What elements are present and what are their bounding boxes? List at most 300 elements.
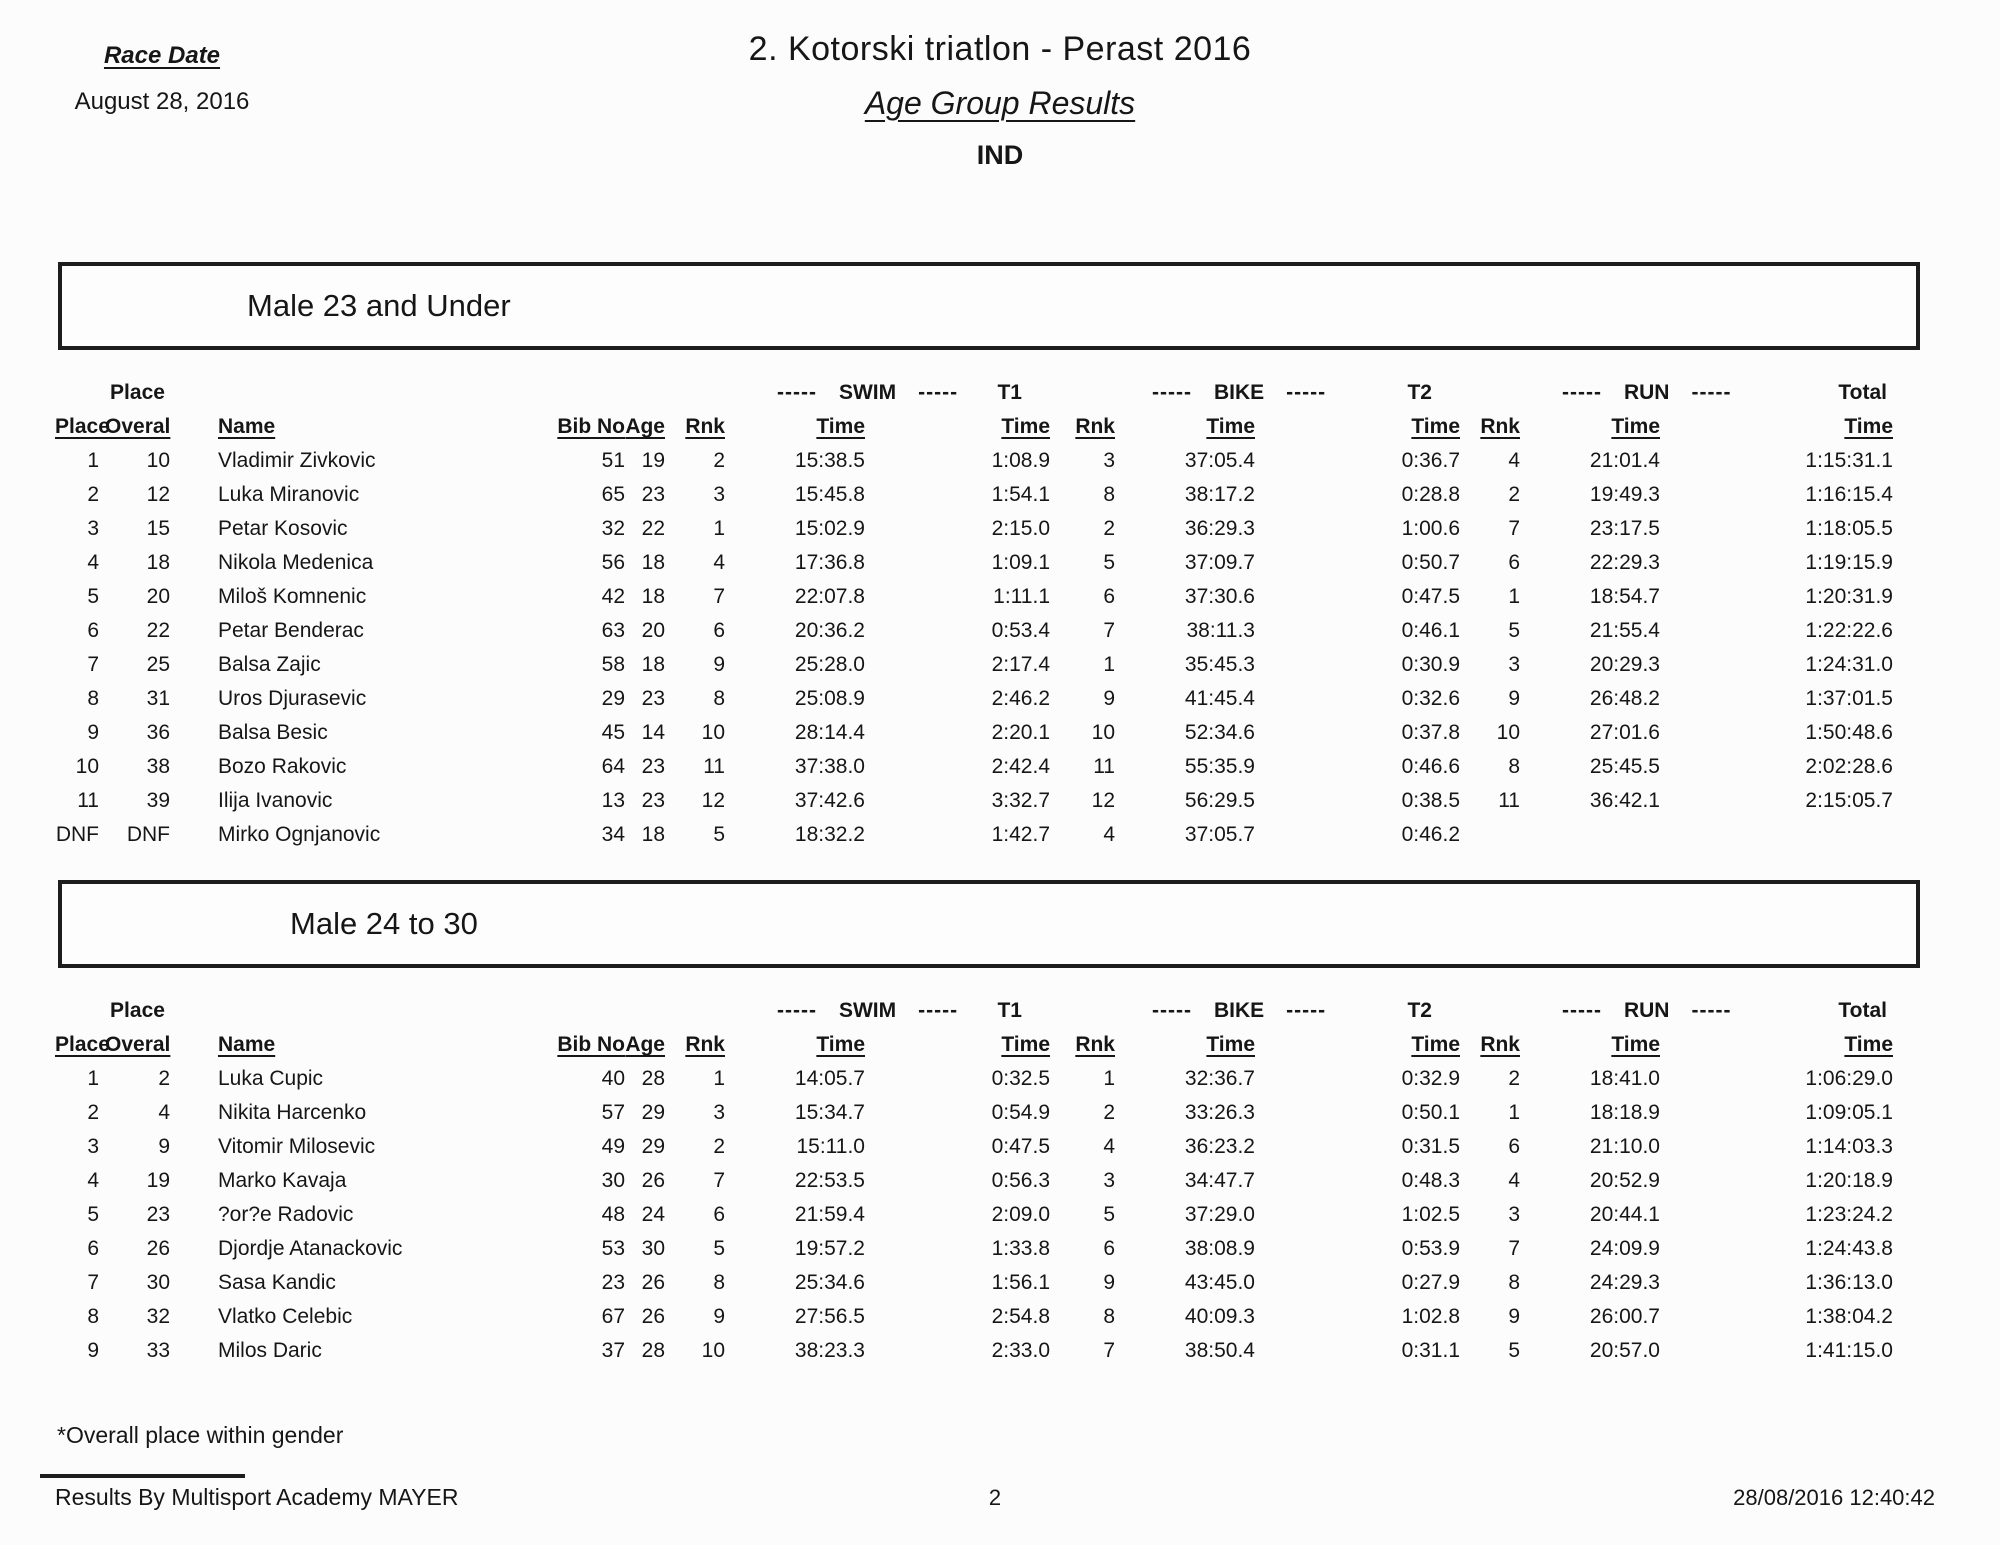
bib-no-cell: 34 <box>601 823 625 846</box>
dash-decoration: ----- <box>918 999 959 1022</box>
t1-time-column-header: Time <box>1001 415 1050 438</box>
athlete-name-cell: Djordje Atanackovic <box>218 1237 403 1260</box>
overall-place-cell: 36 <box>146 721 170 744</box>
place-cell: DNF <box>55 823 99 846</box>
run-time-column-header: Time <box>1611 1033 1660 1056</box>
t2-time-cell: 0:32.6 <box>1401 687 1460 710</box>
result-row <box>55 648 1935 682</box>
run-rank-cell: 2 <box>1508 483 1520 506</box>
overall-place-cell: 31 <box>146 687 170 710</box>
age-cell: 18 <box>641 585 665 608</box>
bike-rank-cell: 6 <box>1103 585 1115 608</box>
bike-rank-cell: 10 <box>1091 721 1115 744</box>
dash-decoration: ----- <box>1152 381 1192 404</box>
result-row <box>55 1198 1935 1232</box>
group-title: Male 24 to 30 <box>290 906 478 941</box>
t1-time-cell: 1:42.7 <box>991 823 1050 846</box>
bike-time-cell: 36:23.2 <box>1184 1135 1255 1158</box>
dash-decoration: ----- <box>918 381 959 404</box>
athlete-name-cell: Luka Cupic <box>218 1067 324 1090</box>
t2-time-cell: 0:37.8 <box>1401 721 1460 744</box>
place-cell: 10 <box>75 755 99 778</box>
group-title-box <box>58 880 1920 968</box>
bike-rank-cell: 8 <box>1103 1305 1115 1328</box>
total-time-column-header: Time <box>1844 415 1893 438</box>
t2-time-cell: 0:50.7 <box>1401 551 1460 574</box>
swim-time-cell: 22:53.5 <box>794 1169 865 1192</box>
overall-place-cell: 15 <box>146 517 170 540</box>
overall-place-cell: 38 <box>146 755 170 778</box>
swim-time-cell: 25:28.0 <box>794 653 865 676</box>
bike-time-cell: 32:36.7 <box>1184 1067 1255 1090</box>
swim-rank-cell: 11 <box>703 755 725 778</box>
run-time-cell: 18:41.0 <box>1589 1067 1660 1090</box>
bib-no-cell: 49 <box>601 1135 625 1158</box>
bike-time-cell: 40:09.3 <box>1184 1305 1255 1328</box>
t2-time-column-header: Time <box>1411 415 1460 438</box>
bike-time-column-header: Time <box>1206 1033 1255 1056</box>
bike-rank-column-header: Rnk <box>1075 415 1115 438</box>
run-rank-cell <box>1460 818 1530 852</box>
run-group-header <box>1460 376 1732 410</box>
run-time-cell: 27:01.6 <box>1589 721 1660 744</box>
bike-time-cell: 41:45.4 <box>1184 687 1255 710</box>
t2-time-cell: 0:48.3 <box>1401 1169 1460 1192</box>
t2-time-cell: 0:36.7 <box>1401 449 1460 472</box>
bike-rank-cell: 3 <box>1103 1169 1115 1192</box>
run-time-cell: 18:54.7 <box>1589 585 1660 608</box>
page-title: 2. Kotorski triatlon - Perast 2016 <box>748 30 1252 68</box>
bike-rank-cell: 2 <box>1103 1101 1115 1124</box>
t1-time-cell: 0:47.5 <box>991 1135 1050 1158</box>
run-time-cell: 25:45.5 <box>1589 755 1660 778</box>
run-time-cell: 36:42.1 <box>1589 789 1660 812</box>
run-rank-cell: 3 <box>1508 653 1520 676</box>
swim-time-cell: 25:34.6 <box>794 1271 865 1294</box>
run-group-label: RUN <box>1623 381 1670 404</box>
t1-time-cell: 0:53.4 <box>991 619 1050 642</box>
run-rank-cell: 1 <box>1508 1101 1520 1124</box>
bike-rank-cell: 4 <box>1103 823 1115 846</box>
dash-decoration: ----- <box>777 999 817 1022</box>
swim-time-cell: 20:36.2 <box>794 619 865 642</box>
place-cell: 8 <box>87 687 99 710</box>
bib-no-cell: 23 <box>601 1271 625 1294</box>
t1-group-header: T1 <box>997 999 1022 1022</box>
t2-time-cell: 0:32.9 <box>1401 1067 1460 1090</box>
total-time-cell: 2:02:28.6 <box>1805 755 1893 778</box>
run-time-cell: 22:29.3 <box>1589 551 1660 574</box>
place-cell: 2 <box>87 1101 99 1124</box>
run-time-cell: 20:57.0 <box>1589 1339 1660 1362</box>
place-cell: 5 <box>87 585 99 608</box>
bike-rank-cell: 11 <box>1093 755 1115 778</box>
page-subtitle: Age Group Results <box>864 85 1136 121</box>
swim-group-label: SWIM <box>838 999 897 1022</box>
age-cell: 28 <box>641 1067 665 1090</box>
results-table-body <box>55 1062 1935 1368</box>
swim-time-cell: 15:02.9 <box>794 517 865 540</box>
place-cell: 4 <box>87 551 99 574</box>
t1-group-header: T1 <box>997 381 1022 404</box>
group-title: Male 23 and Under <box>247 288 511 323</box>
bike-time-cell: 38:17.2 <box>1184 483 1255 506</box>
place-cell: 1 <box>87 449 99 472</box>
overall-place-cell: 19 <box>146 1169 170 1192</box>
athlete-name-cell: Sasa Kandic <box>218 1271 336 1294</box>
column-group-header-row <box>55 994 1935 1028</box>
total-group-header: Total <box>1838 999 1887 1022</box>
bike-time-cell: 37:05.7 <box>1184 823 1255 846</box>
total-time-column-header: Time <box>1844 1033 1893 1056</box>
place-column-header: Place <box>55 415 110 438</box>
run-rank-cell: 5 <box>1508 619 1520 642</box>
swim-rank-column-header: Rnk <box>685 1033 725 1056</box>
bike-time-cell: 38:08.9 <box>1184 1237 1255 1260</box>
run-rank-column-header: Rnk <box>1480 415 1520 438</box>
bib-no-cell: 63 <box>601 619 625 642</box>
athlete-name-cell: Ilija Ivanovic <box>218 789 333 812</box>
run-time-cell: 23:17.5 <box>1589 517 1660 540</box>
run-rank-column-header: Rnk <box>1480 1033 1520 1056</box>
run-rank-cell: 4 <box>1508 449 1520 472</box>
result-row <box>55 784 1935 818</box>
bike-rank-cell: 9 <box>1103 1271 1115 1294</box>
age-cell: 20 <box>641 619 665 642</box>
bike-time-cell: 33:26.3 <box>1184 1101 1255 1124</box>
athlete-name-cell: Luka Miranovic <box>218 483 360 506</box>
total-time-cell: 1:36:13.0 <box>1805 1271 1893 1294</box>
dash-decoration: ----- <box>1691 381 1732 404</box>
run-rank-cell: 7 <box>1508 1237 1520 1260</box>
total-time-cell: 1:41:15.0 <box>1805 1339 1893 1362</box>
bib-column-header: Bib No <box>557 415 625 438</box>
t2-time-cell: 0:46.1 <box>1401 619 1460 642</box>
total-time-cell: 1:37:01.5 <box>1805 687 1893 710</box>
bib-no-cell: 40 <box>601 1067 625 1090</box>
bib-no-cell: 65 <box>601 483 625 506</box>
athlete-name-cell: Nikola Medenica <box>218 551 374 574</box>
place-column-header: Place <box>55 1033 110 1056</box>
results-table-body <box>55 444 1935 852</box>
athlete-name-cell: Balsa Zajic <box>218 653 321 676</box>
run-rank-cell: 11 <box>1498 789 1520 812</box>
result-row <box>55 750 1935 784</box>
overall-place-cell: 20 <box>146 585 170 608</box>
age-cell: 26 <box>641 1271 665 1294</box>
t1-time-cell: 0:56.3 <box>991 1169 1050 1192</box>
place-cell: 3 <box>87 517 99 540</box>
t2-time-cell: 1:02.8 <box>1401 1305 1460 1328</box>
bike-group-label: BIKE <box>1213 381 1265 404</box>
run-time-cell: 20:52.9 <box>1589 1169 1660 1192</box>
swim-rank-cell: 3 <box>713 483 725 506</box>
bib-no-cell: 51 <box>601 449 625 472</box>
swim-rank-cell: 5 <box>713 823 725 846</box>
swim-rank-cell: 10 <box>701 1339 725 1362</box>
bike-rank-cell: 6 <box>1103 1237 1115 1260</box>
bib-no-cell: 29 <box>601 687 625 710</box>
run-group-header <box>1460 994 1732 1028</box>
run-rank-cell: 4 <box>1508 1169 1520 1192</box>
place-cell: 5 <box>87 1203 99 1226</box>
total-time-cell: 1:19:15.9 <box>1805 551 1893 574</box>
swim-rank-cell: 7 <box>713 1169 725 1192</box>
total-time-cell <box>1660 818 1935 852</box>
result-row <box>55 546 1935 580</box>
age-cell: 18 <box>641 551 665 574</box>
swim-time-cell: 37:42.6 <box>794 789 865 812</box>
run-time-cell: 18:18.9 <box>1589 1101 1660 1124</box>
group-title-box <box>58 262 1920 350</box>
t1-time-cell: 2:46.2 <box>991 687 1050 710</box>
bike-time-cell: 37:30.6 <box>1184 585 1255 608</box>
bib-no-cell: 56 <box>601 551 625 574</box>
result-row <box>55 1300 1935 1334</box>
t1-time-cell: 2:42.4 <box>991 755 1050 778</box>
place-cell: 9 <box>87 1339 99 1362</box>
athlete-name-cell: Vlatko Celebic <box>218 1305 353 1328</box>
bike-rank-column-header: Rnk <box>1075 1033 1115 1056</box>
swim-time-cell: 22:07.8 <box>794 585 865 608</box>
total-time-cell: 1:06:29.0 <box>1805 1067 1893 1090</box>
age-cell: 18 <box>641 823 665 846</box>
bike-rank-cell: 5 <box>1103 551 1115 574</box>
t1-time-cell: 2:54.8 <box>991 1305 1050 1328</box>
t2-time-cell: 0:46.6 <box>1401 755 1460 778</box>
swim-time-cell: 17:36.8 <box>794 551 865 574</box>
bike-time-cell: 35:45.3 <box>1184 653 1255 676</box>
result-row <box>55 1062 1935 1096</box>
run-rank-cell: 8 <box>1508 1271 1520 1294</box>
footer-divider <box>40 1474 245 1478</box>
swim-rank-cell: 6 <box>713 1203 725 1226</box>
swim-rank-cell: 3 <box>713 1101 725 1124</box>
result-row <box>55 1266 1935 1300</box>
overall-place-cell: 12 <box>146 483 170 506</box>
column-header-row <box>55 1028 1935 1062</box>
dash-decoration: ----- <box>777 381 817 404</box>
footer-credit: Results By Multisport Academy MAYER <box>55 1484 459 1510</box>
swim-time-cell: 19:57.2 <box>794 1237 865 1260</box>
results-content <box>55 262 1935 1449</box>
result-row <box>55 1232 1935 1266</box>
overall-place-cell: 33 <box>146 1339 170 1362</box>
overall-place-cell: 39 <box>146 789 170 812</box>
age-cell: 26 <box>641 1169 665 1192</box>
dash-decoration: ----- <box>1691 999 1732 1022</box>
swim-rank-cell: 8 <box>713 687 725 710</box>
run-time-cell: 21:55.4 <box>1589 619 1660 642</box>
swim-rank-cell: 8 <box>713 1271 725 1294</box>
overall-place-cell: 23 <box>146 1203 170 1226</box>
bib-no-cell: 57 <box>601 1101 625 1124</box>
run-rank-cell: 5 <box>1508 1339 1520 1362</box>
result-row <box>55 1096 1935 1130</box>
swim-rank-cell: 2 <box>713 1135 725 1158</box>
run-time-cell: 26:00.7 <box>1589 1305 1660 1328</box>
bike-time-cell: 36:29.3 <box>1184 517 1255 540</box>
t2-time-cell: 0:31.1 <box>1401 1339 1460 1362</box>
place-cell: 1 <box>87 1067 99 1090</box>
age-cell: 29 <box>641 1135 665 1158</box>
swim-time-cell: 28:14.4 <box>794 721 865 744</box>
title-block <box>0 30 2000 171</box>
overall-column-header: Overal <box>105 1033 171 1056</box>
bike-rank-cell: 5 <box>1103 1203 1115 1226</box>
dash-decoration: ----- <box>1562 999 1602 1022</box>
run-time-cell: 21:01.4 <box>1589 449 1660 472</box>
page-number: 2 <box>988 1485 1002 1510</box>
swim-time-cell: 25:08.9 <box>794 687 865 710</box>
age-cell: 29 <box>641 1101 665 1124</box>
age-cell: 23 <box>641 483 665 506</box>
swim-rank-cell: 6 <box>713 619 725 642</box>
t2-time-cell: 0:30.9 <box>1401 653 1460 676</box>
bike-group-label: BIKE <box>1213 999 1265 1022</box>
swim-time-column-header: Time <box>816 415 865 438</box>
total-time-cell: 1:15:31.1 <box>1805 449 1893 472</box>
t2-time-cell: 0:27.9 <box>1401 1271 1460 1294</box>
run-rank-cell: 1 <box>1508 585 1520 608</box>
age-cell: 30 <box>641 1237 665 1260</box>
dash-decoration: ----- <box>1286 999 1327 1022</box>
swim-rank-cell: 10 <box>701 721 725 744</box>
column-header-row <box>55 410 1935 444</box>
overall-place-cell: DNF <box>126 823 170 846</box>
dash-decoration: ----- <box>1286 381 1327 404</box>
bike-time-cell: 34:47.7 <box>1184 1169 1255 1192</box>
run-time-column-header: Time <box>1611 415 1660 438</box>
swim-time-cell: 15:11.0 <box>796 1135 865 1158</box>
t1-time-cell: 2:17.4 <box>991 653 1050 676</box>
age-cell: 14 <box>641 721 665 744</box>
swim-time-cell: 21:59.4 <box>794 1203 865 1226</box>
run-time-cell: 24:09.9 <box>1589 1237 1660 1260</box>
bike-time-cell: 43:45.0 <box>1184 1271 1255 1294</box>
swim-time-column-header: Time <box>816 1033 865 1056</box>
age-cell: 18 <box>641 653 665 676</box>
place-cell: 9 <box>87 721 99 744</box>
athlete-name-cell: Petar Kosovic <box>218 517 348 540</box>
total-group-header: Total <box>1838 381 1887 404</box>
bib-no-cell: 30 <box>601 1169 625 1192</box>
result-row <box>55 444 1935 478</box>
t1-time-cell: 0:32.5 <box>991 1067 1050 1090</box>
bike-time-cell: 37:09.7 <box>1184 551 1255 574</box>
bike-rank-cell: 12 <box>1091 789 1115 812</box>
results-table <box>55 994 1935 1368</box>
bike-group-header <box>1050 376 1327 410</box>
bike-time-cell: 55:35.9 <box>1184 755 1255 778</box>
bike-time-column-header: Time <box>1206 415 1255 438</box>
total-time-cell: 1:20:18.9 <box>1805 1169 1893 1192</box>
athlete-name-cell: Mirko Ognjanovic <box>218 823 381 846</box>
place-group-header: Place <box>110 381 165 404</box>
swim-rank-cell: 9 <box>713 653 725 676</box>
t2-time-cell: 0:38.5 <box>1401 789 1460 812</box>
t1-time-cell: 1:56.1 <box>991 1271 1050 1294</box>
result-row <box>55 1164 1935 1198</box>
swim-time-cell: 37:38.0 <box>794 755 865 778</box>
total-time-cell: 1:38:04.2 <box>1805 1305 1893 1328</box>
swim-time-cell: 38:23.3 <box>794 1339 865 1362</box>
swim-rank-cell: 5 <box>713 1237 725 1260</box>
result-row <box>55 614 1935 648</box>
athlete-name-cell: Bozo Rakovic <box>218 755 347 778</box>
overall-place-cell: 18 <box>146 551 170 574</box>
total-time-cell: 1:09:05.1 <box>1805 1101 1893 1124</box>
bike-rank-cell: 8 <box>1103 483 1115 506</box>
bib-no-cell: 13 <box>601 789 625 812</box>
swim-rank-cell: 1 <box>713 1067 725 1090</box>
dash-decoration: ----- <box>1152 999 1192 1022</box>
t1-time-cell: 0:54.9 <box>991 1101 1050 1124</box>
athlete-name-cell: Petar Benderac <box>218 619 364 642</box>
age-cell: 26 <box>641 1305 665 1328</box>
run-time-cell: 19:49.3 <box>1589 483 1660 506</box>
bike-time-cell: 38:11.3 <box>1186 619 1255 642</box>
athlete-name-cell: Milos Daric <box>218 1339 322 1362</box>
bike-rank-cell: 3 <box>1103 449 1115 472</box>
bib-no-cell: 32 <box>601 517 625 540</box>
t2-group-header: T2 <box>1407 381 1432 404</box>
swim-rank-cell: 9 <box>713 1305 725 1328</box>
total-time-cell: 1:14:03.3 <box>1805 1135 1893 1158</box>
t1-time-cell: 1:54.1 <box>991 483 1050 506</box>
bib-no-cell: 64 <box>601 755 625 778</box>
dash-decoration: ----- <box>1562 381 1602 404</box>
bib-no-cell: 67 <box>601 1305 625 1328</box>
swim-group-header <box>675 994 959 1028</box>
overall-place-cell: 2 <box>158 1067 170 1090</box>
overall-place-cell: 26 <box>146 1237 170 1260</box>
age-cell: 23 <box>641 687 665 710</box>
age-cell: 28 <box>641 1339 665 1362</box>
t1-time-cell: 1:11.1 <box>993 585 1050 608</box>
bike-rank-cell: 7 <box>1103 619 1115 642</box>
t2-time-cell: 0:28.8 <box>1401 483 1460 506</box>
t1-time-cell: 3:32.7 <box>991 789 1050 812</box>
result-row <box>55 818 1935 852</box>
swim-time-cell: 14:05.7 <box>794 1067 865 1090</box>
t2-time-cell: 1:02.5 <box>1401 1203 1460 1226</box>
bib-no-cell: 45 <box>601 721 625 744</box>
swim-rank-cell: 4 <box>713 551 725 574</box>
total-time-cell: 1:24:43.8 <box>1805 1237 1893 1260</box>
bike-rank-cell: 9 <box>1103 687 1115 710</box>
run-rank-cell: 7 <box>1508 517 1520 540</box>
overall-place-cell: 22 <box>146 619 170 642</box>
age-cell: 23 <box>641 755 665 778</box>
run-rank-cell: 6 <box>1508 551 1520 574</box>
age-column-header: Age <box>625 415 665 438</box>
result-row <box>55 682 1935 716</box>
swim-rank-column-header: Rnk <box>685 415 725 438</box>
result-row <box>55 1334 1935 1368</box>
bike-time-cell: 38:50.4 <box>1184 1339 1255 1362</box>
athlete-name-cell: Balsa Besic <box>218 721 328 744</box>
run-time-cell: 24:29.3 <box>1589 1271 1660 1294</box>
total-time-cell: 1:23:24.2 <box>1805 1203 1893 1226</box>
bib-no-cell: 37 <box>601 1339 625 1362</box>
bib-no-cell: 58 <box>601 653 625 676</box>
swim-time-cell: 15:38.5 <box>794 449 865 472</box>
place-cell: 6 <box>87 619 99 642</box>
run-rank-cell: 2 <box>1508 1067 1520 1090</box>
athlete-name-cell: Miloš Komnenic <box>218 585 367 608</box>
name-column-header: Name <box>218 1033 276 1056</box>
